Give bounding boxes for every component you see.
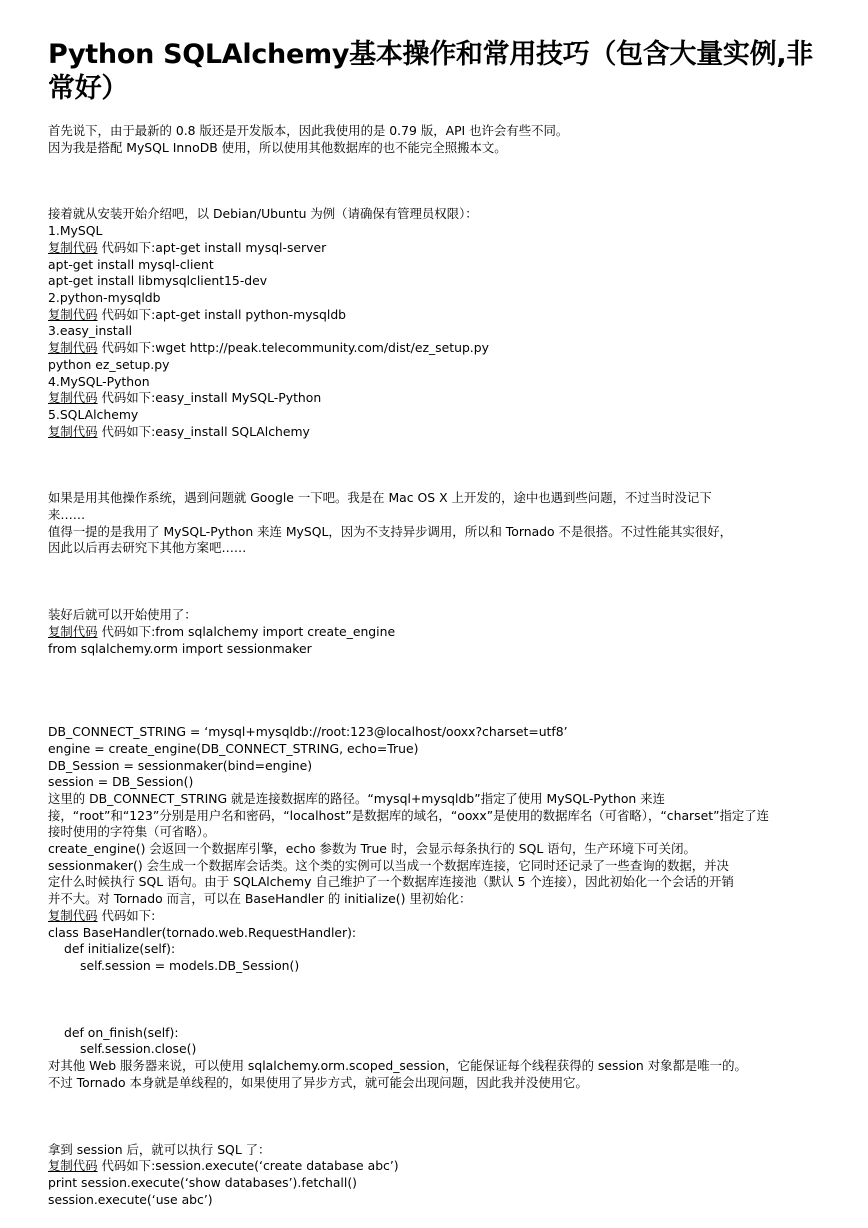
code-line: python ez_setup.py <box>48 356 170 372</box>
paragraph-line: 拿到 session 后，就可以执行 SQL 了： <box>48 1141 271 1157</box>
copy-code-link[interactable]: 复制代码 <box>48 340 98 356</box>
copy-code-link[interactable]: 复制代码 <box>48 907 98 923</box>
copy-code-link[interactable]: 复制代码 <box>48 239 98 255</box>
paragraph-line: 因为我是搭配 MySQL InnoDB 使用，所以使用其他数据库的也不能完全照搬本文。 <box>48 139 507 155</box>
paragraph-line: 接，“root”和“123”分别是用户名和密码，“localhost”是数据库的域名，“ooxx”是使用的数据库名（可省略），“charset”指定了连 <box>48 807 770 823</box>
code-line: 复制代码 代码如下: <box>48 907 156 923</box>
code-line: def on_finish(self): <box>64 1024 179 1040</box>
code-line: 复制代码 代码如下:from sqlalchemy import create_engine <box>48 623 396 639</box>
paragraph-line: 4.MySQL-Python <box>48 373 150 389</box>
paragraph-line: create_engine() 会返回一个数据库引擎，echo 参数为 True 时，会显示每条执行的 SQL 语句，生产环境下可关闭。 <box>48 841 696 857</box>
document-page <box>48 38 824 1208</box>
code-line: 复制代码 代码如下:easy_install SQLAlchemy <box>48 423 310 439</box>
code-line: from sqlalchemy.orm import sessionmaker <box>48 640 312 656</box>
paragraph-line: 接时使用的字符集（可省略）。 <box>48 824 216 840</box>
paragraph-line: 对其他 Web 服务器来说，可以使用 sqlalchemy.orm.scoped_session，它能保证每个线程获得的 session 对象都是唯一的。 <box>48 1058 747 1074</box>
paragraph-line: 值得一提的是我用了 MySQL-Python 来连 MySQL，因为不支持异步调用，所以和 Tornado 不是很搭。不过性能其实很好， <box>48 523 733 539</box>
code-line: def initialize(self): <box>64 941 176 957</box>
paragraph-line: 接着就从安装开始介绍吧，以 Debian/Ubuntu 为例（请确保有管理员权限）： <box>48 206 478 222</box>
copy-code-link[interactable]: 复制代码 <box>48 1158 98 1174</box>
paragraph-line: 这里的 DB_CONNECT_STRING 就是连接数据库的路径。“mysql+mysqldb”指定了使用 MySQL-Python 来连 <box>48 790 665 806</box>
code-line: apt-get install libmysqlclient15-dev <box>48 273 268 289</box>
paragraph-line: 并不大。对 Tornado 而言，可以在 BaseHandler 的 initialize() 里初始化： <box>48 891 472 907</box>
copy-code-link[interactable]: 复制代码 <box>48 390 98 406</box>
code-line: session = DB_Session() <box>48 774 194 790</box>
code-line: DB_Session = sessionmaker(bind=engine) <box>48 757 313 773</box>
paragraph-line: 如果是用其他操作系统，遇到问题就 Google 一下吧。我是在 Mac OS X 上开发的，途中也遇到些问题，不过当时没记下 <box>48 490 712 506</box>
code-line: DB_CONNECT_STRING = ‘mysql+mysqldb://root:123@localhost/ooxx?charset=utf8’ <box>48 724 568 740</box>
article-body <box>48 123 824 1208</box>
paragraph-line: 因此以后再去研究下其他方案吧…… <box>48 540 247 556</box>
paragraph-line: 来…… <box>48 507 86 523</box>
code-line: 复制代码 代码如下:easy_install MySQL-Python <box>48 390 322 406</box>
paragraph-line: 1.MySQL <box>48 223 103 239</box>
code-line: apt-get install mysql-client <box>48 256 214 272</box>
paragraph-line: 定什么时候执行 SQL 语句。由于 SQLAlchemy 自己维护了一个数据库连接池（默认 5 个连接），因此初始化一个会话的开销 <box>48 874 734 890</box>
paragraph-line: sessionmaker() 会生成一个数据库会话类。这个类的实例可以当成一个数据库连接，它同时还记录了一些查询的数据，并决 <box>48 857 729 873</box>
code-line: 复制代码 代码如下:wget http://peak.telecommunity.com/dist/ez_setup.py <box>48 340 489 356</box>
paragraph-line: 2.python-mysqldb <box>48 289 161 305</box>
code-line: self.session.close() <box>80 1041 197 1057</box>
paragraph-line: 装好后就可以开始使用了： <box>48 607 197 623</box>
code-line: 复制代码 代码如下:session.execute(‘create database abc’) <box>48 1158 399 1174</box>
code-line: print session.execute(‘show databases’).fetchall() <box>48 1175 357 1190</box>
copy-code-link[interactable]: 复制代码 <box>48 306 98 322</box>
code-line: engine = create_engine(DB_CONNECT_STRING, echo=True) <box>48 740 419 756</box>
code-line: class BaseHandler(tornado.web.RequestHandler): <box>48 924 357 940</box>
code-line: session.execute(‘use abc’) <box>48 1191 213 1207</box>
code-line: 复制代码 代码如下:apt-get install python-mysqldb <box>48 306 347 322</box>
page-title: Python SQLAlchemy基本操作和常用技巧（包含大量实例,非常好） <box>48 39 813 104</box>
paragraph-line: 首先说下，由于最新的 0.8 版还是开发版本，因此我使用的是 0.79 版，API 也许会有些不同。 <box>48 123 569 138</box>
code-line: 复制代码 代码如下:apt-get install mysql-server <box>48 239 327 255</box>
paragraph-line: 不过 Tornado 本身就是单线程的，如果使用了异步方式，就可能会出现问题，因此我并没使用它。 <box>48 1074 588 1090</box>
paragraph-line: 5.SQLAlchemy <box>48 406 139 422</box>
copy-code-link[interactable]: 复制代码 <box>48 623 98 639</box>
paragraph-line: 3.easy_install <box>48 323 133 339</box>
copy-code-link[interactable]: 复制代码 <box>48 423 98 439</box>
code-line: self.session = models.DB_Session() <box>80 957 300 973</box>
